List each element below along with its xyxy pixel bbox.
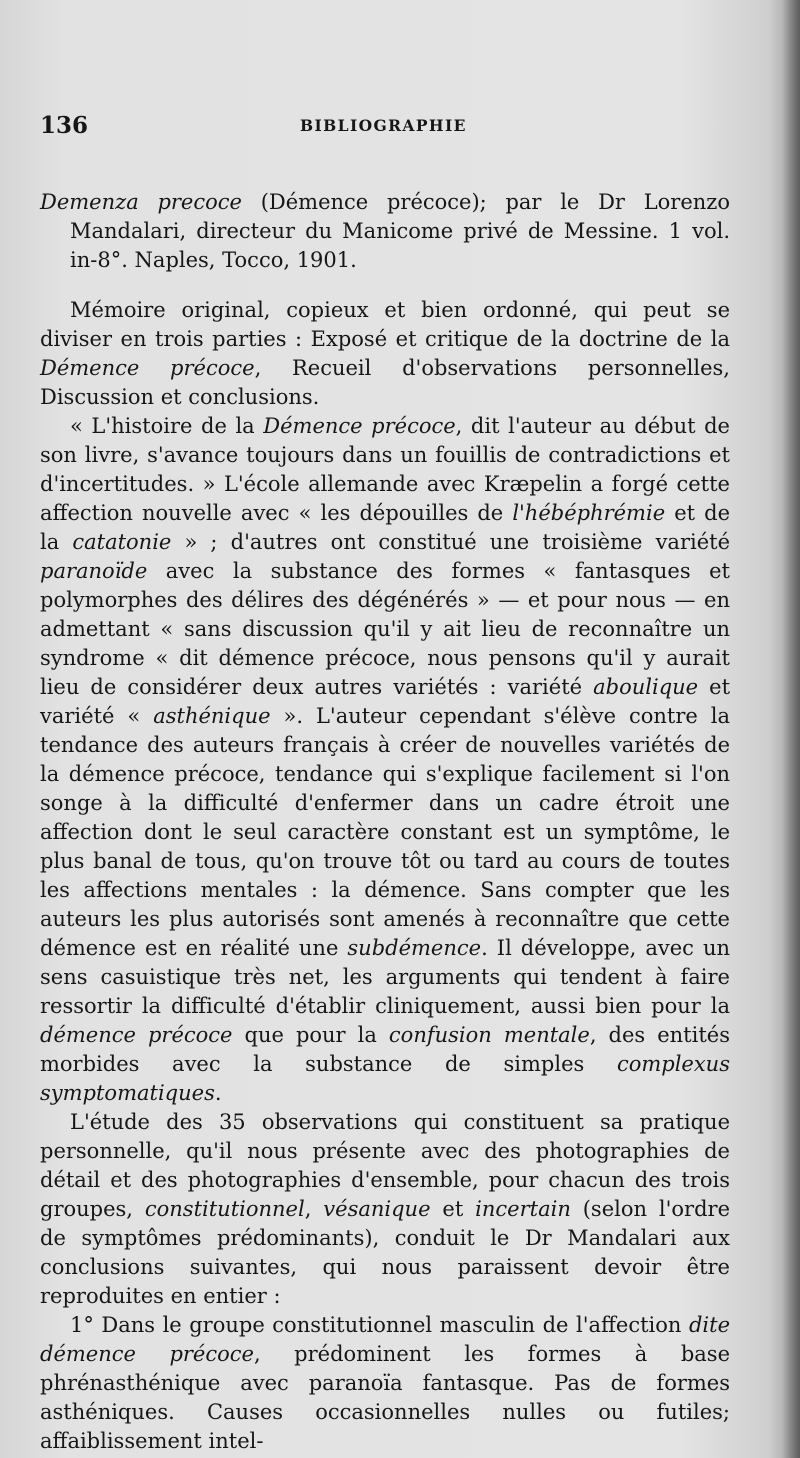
italic-run: vésanique [323, 1197, 431, 1221]
paragraph-observations [40, 1108, 730, 1311]
italic-run: Démence précoce [263, 414, 456, 438]
text-run: (selon l'ordre de symptômes prédominants), conduit le Dr Mandalari aux conclusions suivantes, qui nous paraissent devoir être reproduites en entier : [40, 1197, 730, 1308]
italic-run: aboulique [593, 675, 699, 699]
text-run: , [304, 1197, 324, 1221]
italic-run: incertain [475, 1197, 571, 1221]
text-run: et variété « [40, 675, 731, 728]
italic-run: asthénique [153, 704, 271, 728]
paragraph-history [40, 412, 730, 1108]
italic-run: paranoïde [40, 559, 148, 583]
text-run: . [214, 1081, 222, 1105]
italic-run: dite démence précoce [40, 1313, 730, 1366]
paragraph-summary [40, 296, 730, 412]
page-number: 136 [40, 112, 89, 139]
bibliography-entry [40, 188, 730, 275]
running-title: BIBLIOGRAPHIE [300, 116, 467, 135]
text-run: , des entités morbides avec la substance de simples [40, 1023, 730, 1076]
text-run: , prédominent les formes à base phrénasthénique avec paranoïa fantasque. Pas de formes asthéniques. Causes occasionnelles nulles ou futiles; affaiblissement intel- [40, 1342, 730, 1453]
text-run: 1° Dans le groupe constitutionnel masculin de l'affection [70, 1313, 689, 1337]
text-run: , dit l'auteur au début de son livre, s'avance toujours dans un fouillis de contradictions et d'incertitudes. » L'école allemande avec Kræpelin a forgé cette affection nouvelle avec « les dépouilles de [40, 414, 730, 525]
text-run: . Il développe, avec un sens casuistique très net, les arguments qui tendent à faire ressortir la difficulté d'établir cliniquement, aussi bien pour la [40, 936, 730, 1018]
italic-run: catatonie [72, 530, 172, 554]
text-run: et de la [40, 501, 730, 554]
italic-run: confusion mentale [388, 1023, 590, 1047]
paragraph-conclusion-1 [40, 1311, 730, 1456]
text-run: , Recueil d'observations personnelles, Discussion et conclusions. [40, 356, 730, 409]
text-run: et [430, 1197, 476, 1221]
entry-title: Demenza precoce [40, 190, 242, 214]
page-header [40, 112, 730, 152]
text-run: avec la substance des formes « fantasques et polymorphes des délires des dégénérés » — et pour nous — en admettant « sans discussion qu'il y ait lieu de reconnaître un syndrome « dit démence précoce, nous pensons qu'il y aurait lieu de considérer deux autres variétés : variété [40, 559, 730, 699]
entry-citation: (Démence précoce); par le Dr Lorenzo Mandalari, directeur du Manicome privé de Messine. 1 vol. in-8°. Naples, Tocco, 1901. [70, 190, 730, 272]
italic-run: constitutionnel [144, 1197, 305, 1221]
text-run: » ; d'autres ont constitué une troisième variété [171, 530, 730, 554]
italic-run: Démence précoce [40, 356, 255, 380]
italic-run: subdémence [347, 936, 482, 960]
text-run: Mémoire original, copieux et bien ordonné, qui peut se diviser en trois parties : Exposé et critique de la doctrine de la [40, 298, 730, 351]
text-run: « L'histoire de la [70, 414, 264, 438]
italic-run: complexus symptomatiques [40, 1052, 730, 1105]
text-run: L'étude des 35 observations qui constituent sa pratique personnelle, qu'il nous présente avec des photographies de détail et des photographies d'ensemble, pour chacun des trois groupes, [40, 1110, 730, 1221]
italic-run: démence précoce [40, 1023, 233, 1047]
page-body [40, 188, 730, 1456]
text-run: ». L'auteur cependant s'élève contre la tendance des auteurs français à créer de nouvelles variétés de la démence précoce, tendance qui s'explique facilement si l'on songe à la difficulté d'enfermer dans un cadre étroit une affection dont le seul caractère constant est un symptôme, le plus banal de tous, qu'on trouve tôt ou tard au cours de toutes les affections mentales : la démence. Sans compter que les auteurs les plus autorisés sont amenés à reconnaître que cette démence est en réalité une [40, 704, 730, 960]
text-run: que pour la [232, 1023, 389, 1047]
italic-run: l'hébéphrémie [512, 501, 666, 525]
